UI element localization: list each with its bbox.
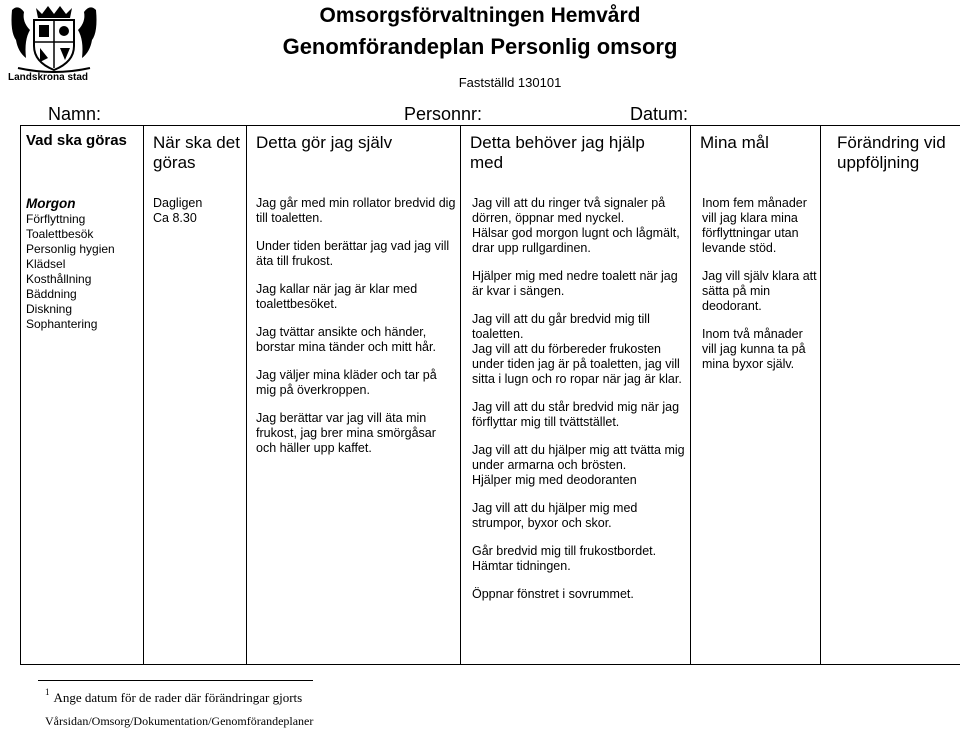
category-title: Morgon (26, 196, 76, 211)
col-header-goals: Mina mål (700, 133, 769, 152)
time-text: Ca 8.30 (153, 211, 197, 225)
list-item: Hälsar god morgon lugnt och lågmält, drar upp rullgardinen. (472, 226, 680, 255)
list-item: Jag vill att du går bredvid mig till toaletten. (472, 312, 650, 341)
logo-wordmark: Landskrona stad (8, 72, 89, 83)
list-item: Under tiden berättar jag vad jag vill äta till frukost. (256, 239, 450, 268)
list-item: Hämtar tidningen. (472, 559, 571, 573)
col-border (143, 125, 144, 664)
list-item: Klädsel (26, 257, 66, 271)
list-item: Förflyttning (26, 212, 86, 226)
self-cell (256, 196, 456, 469)
frequency-text: Dagligen (153, 196, 203, 210)
list-item: Jag kallar när jag är klar med toalettbesöket. (256, 282, 418, 311)
list-item: Jag väljer mina kläder och tar på mig på överkroppen. (256, 368, 437, 397)
footnote-text: Ange datum för de rader där förändringar gjorts (53, 690, 303, 705)
list-item: Diskning (26, 302, 73, 316)
col-header-help: Detta behöver jag hjälp med (470, 133, 645, 172)
list-item: Jag vill att du står bredvid mig när jag förflyttar mig till tvättstället. (472, 400, 680, 429)
goals-cell (702, 196, 818, 385)
list-item: Jag vill själv klara att sätta på min deodorant. (702, 269, 817, 313)
col-border (460, 125, 461, 664)
name-label: Namn: (48, 104, 102, 124)
footnote-mark: 1 (45, 687, 50, 697)
list-item: Kosthållning (26, 272, 92, 286)
list-item: Jag vill att du ringer två signaler på dörren, öppnar med nyckel. (472, 196, 666, 225)
col-header-change: Förändring vid uppföljning (837, 133, 946, 172)
list-item: Hjälper mig med deodoranten (472, 473, 637, 487)
col-border (20, 125, 21, 664)
list-item: Personlig hygien (26, 242, 115, 256)
plan-table (20, 125, 960, 664)
list-item: Bäddning (26, 287, 77, 301)
list-item: Toalettbesök (26, 227, 94, 241)
activity-list (26, 212, 141, 332)
col-header-self: Detta gör jag själv (256, 133, 393, 152)
personnr-label: Personnr: (404, 104, 483, 124)
col-border (820, 125, 821, 664)
list-item: Jag går med min rollator bredvid dig till toaletten. (256, 196, 456, 225)
list-item: Öppnar fönstret i sovrummet. (472, 587, 634, 601)
table-bottom-border (20, 664, 960, 665)
list-item: Jag berättar var jag vill äta min frukost, jag brer mina smörgåsar och häller upp kaffet. (256, 411, 436, 455)
footnote (45, 687, 303, 706)
document-title: Genomförandeplan Personlig omsorg (282, 34, 678, 59)
document-path: Vårsidan/Omsorg/Dokumentation/Genomförandeplaner (45, 714, 314, 728)
col-border (690, 125, 691, 664)
list-item: Sophantering (26, 317, 98, 331)
list-item: Inom två månader vill jag kunna ta på mina byxor själv. (702, 327, 806, 371)
list-item: Jag vill att du hjälper mig att tvätta mig under armarna och brösten. (472, 443, 685, 472)
list-item: Hjälper mig med nedre toalett när jag är kvar i sängen. (472, 269, 678, 298)
list-item: Jag tvättar ansikte och händer, borstar mina tänder och mitt hår. (256, 325, 436, 354)
established-date: Fastställd 130101 (458, 75, 562, 90)
list-item: Jag vill att du förbereder frukosten under tiden jag är på toaletten, jag vill sitta i lugn och ro ropar när jag är klar. (472, 342, 682, 386)
col-header-when: När ska det göras (153, 133, 240, 172)
activity-cell (26, 195, 141, 332)
col-header-what: Vad ska göras (26, 132, 127, 149)
org-title: Omsorgsförvaltningen Hemvård (319, 4, 641, 27)
date-label: Datum: (630, 104, 689, 124)
col-border (246, 125, 247, 664)
list-item: Går bredvid mig till frukostbordet. (472, 544, 657, 558)
footnote-rule (38, 680, 313, 681)
list-item: Inom fem månader vill jag klara mina förflyttningar utan levande stöd. (702, 196, 807, 255)
help-cell (472, 196, 688, 615)
when-cell (153, 196, 243, 226)
list-item: Jag vill att du hjälper mig med strumpor, byxor och skor. (472, 501, 638, 530)
table-top-border (20, 125, 960, 126)
